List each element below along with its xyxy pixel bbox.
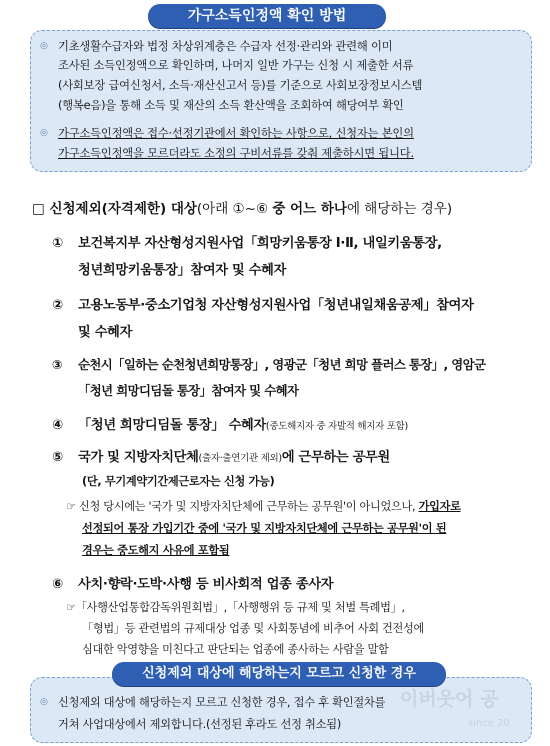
bullet-icon: ◎ <box>40 41 48 51</box>
bullet-icon: ◎ <box>40 697 48 707</box>
exclusion-item-5-note: (단, 무기계약기간제근로자는 신청 가능) <box>82 475 275 488</box>
watermark-logo: 이버웃어 공 <box>400 688 499 710</box>
exclusion-item-5-comment-3: 경우는 중도해지 사유에 포함됨 <box>82 544 230 557</box>
exclusion-item-6: ⑥ 사치·향락·도박·사행 등 비사회적 업종 종사자 <box>52 577 334 592</box>
exclusion-item-5-comment-1: ☞ 신청 당시에는 '국가 및 지방자치단체에 근무하는 공무원'이 아니었으나, 가입자로 <box>66 500 461 513</box>
watermark-since: since 20 <box>468 718 510 729</box>
exclusion-item-3: ③ 순천시「일하는 순천청년희망통장」, 영광군「청년 희망 플러스 통장」, 영암군 <box>52 357 486 372</box>
bottom-line-1: 신청제외 대상에 해당하는지 모르고 신청한 경우, 접수 후 확인절차를 <box>58 696 386 709</box>
exclusion-item-4: ④ 「청년 희망디딤돌 통장」 수혜자(중도해지자 중 자발적 해지자 포함) <box>52 418 408 433</box>
exclusion-item-1-cont: 청년희망키움통장」참여자 및 수혜자 <box>78 263 287 278</box>
section-header-income: 가구소득인정액 확인 방법 <box>148 4 386 28</box>
exclusion-item-5-comment-2: 선정되어 통장 가입기간 중에 '국가 및 지방자치단체에 근무하는 공무원'이 된 <box>82 522 447 535</box>
info-para1-line3: (사회보장 급여신청서, 소득·재산신고서 등)를 기준으로 사회보장정보시스템 <box>58 79 423 92</box>
bottom-header: 신청제외 대상에 해당하는지 모르고 신청한 경우 <box>112 662 446 686</box>
bottom-line-2: 거쳐 사업대상에서 제외합니다.(선정된 후라도 선정 취소됨) <box>58 718 342 731</box>
exclusion-item-2-cont: 및 수혜자 <box>78 325 133 340</box>
exclusion-item-5: ⑤ 국가 및 지방자치단체(출자·출연기관 제외)에 근무하는 공무원 <box>52 450 390 465</box>
exclusion-item-1: ① 보건복지부 자산형성지원사업「희망키움통장 Ⅰ·Ⅱ, 내일키움통장, <box>52 236 442 251</box>
exclusion-title: □ 신청제외(자격제한) 대상(아래 ①~⑥ 중 어느 하나에 해당하는 경우) <box>32 201 453 217</box>
info-para1-line4: (행복e음)을 통해 소득 및 재산의 소득 환산액을 조회하여 해당여부 확인 <box>58 99 404 112</box>
info-para2-line1: 가구소득인정액은 접수·선정기관에서 확인하는 사항으로, 신청자는 본인의 <box>58 127 414 140</box>
exclusion-item-6-comment-2: 「형법」등 관련법의 규제대상 업종 및 사회통념에 비추어 사회 건전성에 <box>82 622 425 635</box>
info-para1-line2: 조사된 소득인정액으로 확인하며, 나머지 일반 가구는 신청 시 제출한 서류 <box>58 59 414 72</box>
exclusion-item-3-cont: 「청년 희망디딤돌 통장」참여자 및 수혜자 <box>78 383 299 398</box>
exclusion-item-6-comment-1: ☞「사행산업통합감독위원회법」,「사행행위 등 규제 및 처벌 특례법」, <box>66 601 405 614</box>
bullet-icon: ◎ <box>40 128 48 138</box>
exclusion-item-6-comment-3: 심대한 악영향을 미친다고 판단되는 업종에 종사하는 사람을 말함 <box>82 643 389 656</box>
info-para1-line1: 기초생활수급자와 법정 차상위계층은 수급자 선정·관리와 관련해 이미 <box>58 40 393 53</box>
exclusion-item-2: ② 고용노동부·중소기업청 자산형성지원사업「청년내일채움공제」참여자 <box>52 298 474 313</box>
info-para2-line2: 가구소득인정액을 모르더라도 소정의 구비서류를 갖춰 제출하시면 됩니다. <box>58 147 414 160</box>
